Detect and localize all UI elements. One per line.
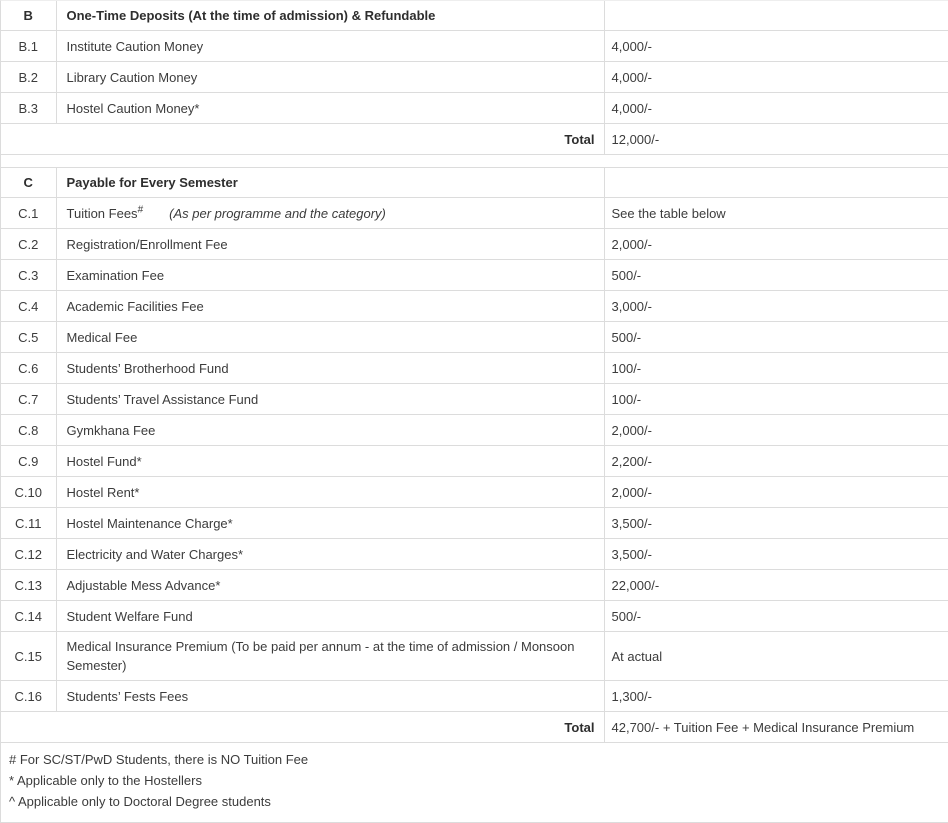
table-row xyxy=(1,632,948,681)
table-row xyxy=(1,477,948,508)
row-label xyxy=(56,93,604,124)
row-label xyxy=(56,415,604,446)
table-row xyxy=(1,601,948,632)
row-code: C.2 xyxy=(1,229,56,260)
row-code: B.3 xyxy=(1,93,56,124)
row-label-text: Hostel Fund* xyxy=(66,453,142,469)
row-code: C.16 xyxy=(1,681,56,712)
row-label xyxy=(56,384,604,415)
row-label xyxy=(56,353,604,384)
total-value: 42,700/- + Tuition Fee + Medical Insurance Premium xyxy=(604,712,948,743)
table-row xyxy=(1,353,948,384)
row-code: B.2 xyxy=(1,62,56,93)
row-code: C.6 xyxy=(1,353,56,384)
fee-table xyxy=(1,1,948,743)
row-value: 1,300/- xyxy=(604,681,948,712)
row-label xyxy=(56,322,604,353)
row-label-note: (As per programme and the category) xyxy=(169,205,386,221)
section-value-cell xyxy=(604,168,948,198)
row-label xyxy=(56,632,604,681)
row-label-text: Hostel Rent* xyxy=(66,484,140,500)
row-value: 22,000/- xyxy=(604,570,948,601)
row-code: C.3 xyxy=(1,260,56,291)
row-label-text: Students’ Travel Assistance Fund xyxy=(66,391,259,407)
row-code: C.12 xyxy=(1,539,56,570)
row-label xyxy=(56,31,604,62)
row-label-text: Hostel Maintenance Charge* xyxy=(66,515,233,531)
table-row xyxy=(1,570,948,601)
row-label xyxy=(56,681,604,712)
row-label-text: Medical Insurance Premium (To be paid per annum - at the time of admission / Monsoon Semester) xyxy=(66,639,575,673)
table-row xyxy=(1,508,948,539)
row-value: 2,000/- xyxy=(604,477,948,508)
row-code: C.15 xyxy=(1,632,56,681)
row-code: C.1 xyxy=(1,198,56,229)
row-label xyxy=(56,198,604,229)
row-value: At actual xyxy=(604,632,948,681)
row-label xyxy=(56,601,604,632)
row-value: 4,000/- xyxy=(604,93,948,124)
row-label-text: Gymkhana Fee xyxy=(66,422,156,438)
row-label-text: Electricity and Water Charges* xyxy=(66,546,244,562)
row-label-text: Library Caution Money xyxy=(66,69,198,85)
row-label-text: Tuition Fees xyxy=(66,205,138,221)
total-label: Total xyxy=(1,124,604,155)
table-row xyxy=(1,198,948,229)
footnote-line: * Applicable only to the Hostellers xyxy=(9,773,202,788)
row-value: 2,000/- xyxy=(604,229,948,260)
row-label-text: Examination Fee xyxy=(66,267,165,283)
row-label xyxy=(56,570,604,601)
row-label xyxy=(56,62,604,93)
row-label-text: Hostel Caution Money* xyxy=(66,100,200,116)
table-row xyxy=(1,62,948,93)
row-code: C.8 xyxy=(1,415,56,446)
row-value: 500/- xyxy=(604,601,948,632)
section-title: One-Time Deposits (At the time of admission) & Refundable xyxy=(56,1,604,31)
section-value-cell xyxy=(604,1,948,31)
row-value: 2,000/- xyxy=(604,415,948,446)
row-label xyxy=(56,539,604,570)
row-value: 500/- xyxy=(604,322,948,353)
row-value: 2,200/- xyxy=(604,446,948,477)
row-code: C.11 xyxy=(1,508,56,539)
row-value: See the table below xyxy=(604,198,948,229)
row-code: C.10 xyxy=(1,477,56,508)
footnotes xyxy=(1,743,948,822)
row-label-text: Students’ Brotherhood Fund xyxy=(66,360,229,376)
table-row xyxy=(1,291,948,322)
row-label-text: Students’ Fests Fees xyxy=(66,688,189,704)
row-code: B.1 xyxy=(1,31,56,62)
row-label xyxy=(56,291,604,322)
row-label xyxy=(56,260,604,291)
row-value: 100/- xyxy=(604,384,948,415)
table-row xyxy=(1,93,948,124)
row-value: 3,500/- xyxy=(604,539,948,570)
row-code: C.5 xyxy=(1,322,56,353)
footnote-marker: # xyxy=(137,204,144,216)
total-value: 12,000/- xyxy=(604,124,948,155)
row-label xyxy=(56,446,604,477)
table-row xyxy=(1,384,948,415)
table-row xyxy=(1,415,948,446)
row-value: 3,500/- xyxy=(604,508,948,539)
row-value: 500/- xyxy=(604,260,948,291)
row-label-text: Medical Fee xyxy=(66,329,138,345)
row-code: C.7 xyxy=(1,384,56,415)
row-code: C.14 xyxy=(1,601,56,632)
table-row xyxy=(1,446,948,477)
row-value: 3,000/- xyxy=(604,291,948,322)
section-title: Payable for Every Semester xyxy=(56,168,604,198)
row-label-text: Institute Caution Money xyxy=(66,38,204,54)
row-label xyxy=(56,508,604,539)
table-row xyxy=(1,260,948,291)
footnote-line: # For SC/ST/PwD Students, there is NO Tuition Fee xyxy=(9,752,309,767)
footnote-line: ^ Applicable only to Doctoral Degree students xyxy=(9,794,271,809)
table-row xyxy=(1,681,948,712)
total-row xyxy=(1,712,948,743)
section-spacer-row xyxy=(1,155,948,168)
table-row xyxy=(1,322,948,353)
section-code: C xyxy=(1,168,56,198)
row-label-text: Academic Facilities Fee xyxy=(66,298,204,314)
row-label-text: Student Welfare Fund xyxy=(66,608,193,624)
row-label-text: Registration/Enrollment Fee xyxy=(66,236,228,252)
total-row xyxy=(1,124,948,155)
section-header-row xyxy=(1,1,948,31)
row-label-text: Adjustable Mess Advance* xyxy=(66,577,221,593)
row-label xyxy=(56,477,604,508)
row-value: 100/- xyxy=(604,353,948,384)
table-row xyxy=(1,31,948,62)
table-row xyxy=(1,229,948,260)
section-code: B xyxy=(1,1,56,31)
row-code: C.4 xyxy=(1,291,56,322)
row-value: 4,000/- xyxy=(604,62,948,93)
total-label: Total xyxy=(1,712,604,743)
row-code: C.9 xyxy=(1,446,56,477)
row-code: C.13 xyxy=(1,570,56,601)
row-label xyxy=(56,229,604,260)
table-row xyxy=(1,539,948,570)
section-spacer-cell xyxy=(1,155,948,168)
row-value: 4,000/- xyxy=(604,31,948,62)
section-header-row xyxy=(1,168,948,198)
